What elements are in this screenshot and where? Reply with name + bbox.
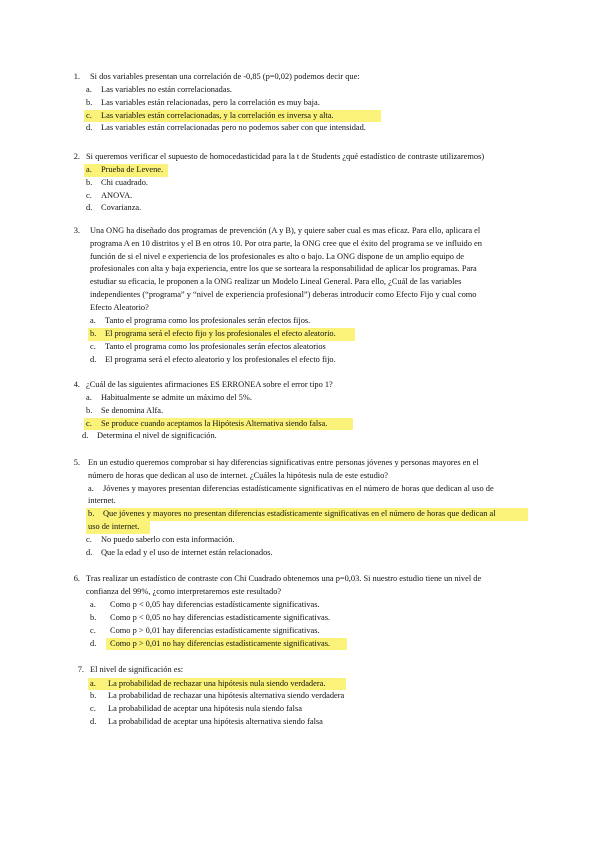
option-letter: c. [90,625,96,635]
option-text: Chi cuadrado. [101,177,148,187]
option-letter: b. [90,613,97,623]
question-2 [0,151,600,215]
option-text: La probabilidad de aceptar una hipótesis nula siendo falsa [108,704,302,714]
option-letter: c. [86,110,92,120]
option-d-correct [0,638,600,651]
option-b [0,97,600,110]
option-text-line: uso de internet. [88,521,140,531]
option-text: Como p < 0,05 no hay diferencias estadísticamente significativas. [110,613,331,623]
option-letter: d. [90,354,97,364]
option-letter: c. [86,534,92,544]
option-a-correct [0,164,600,177]
option-letter: a. [86,85,92,94]
option-letter: a. [86,165,92,174]
question-text-line: función de si el nivel e experiencia de los profesionales es alto o bajo. La ONG dispone de un amplio equipo de [90,251,464,261]
option-letter: a. [88,483,94,493]
option-d [0,547,600,560]
option-letter: a. [90,316,96,326]
question-number: 7. [77,665,84,674]
question-number: 3. [73,226,80,235]
option-c [0,190,600,203]
question-text-line: programa A en 10 distritos y el B en otros 10. Por otra parte, la ONG cree que el éxito del programa se ve influido en [90,238,482,248]
question-text-line: estudiar su eficacia, le proponen a la ONG realizar un Modelo Lineal General. Para ello, ¿Cuál de las variables [90,277,462,287]
question-number: 1. [73,72,80,81]
question-text: El nivel de significación es: [90,665,184,674]
question-number: 2. [73,152,80,161]
option-letter: d. [90,638,97,648]
option-a-correct [0,678,600,691]
option-text-line: No puedo saberlo con esta información. [101,534,235,544]
option-text: Las variables no están correlacionadas. [101,85,232,94]
question-text: Si queremos verificar el supuesto de homocedasticidad para la t de Students ¿qué estadístico de contraste utilizaremos) [86,152,485,161]
option-text: Tanto el programa como los profesionales serán efectos fijos. [105,316,311,326]
question-3 [0,225,600,366]
option-letter: d. [90,716,97,726]
option-text-line: internet. [88,496,116,506]
question-text-line: Una ONG ha diseñado dos programas de prevención (A y B), y quiere saber cual es mas eficaz. Para ello, aplicara el [90,226,481,235]
option-text-line: Que la edad y el uso de internet están relacionados. [101,547,273,557]
option-a [0,84,600,97]
option-c [0,703,600,716]
question-text-line: número de horas que dedican al uso de internet. ¿Cuáles la hipótesis nula de este estudio? [88,470,389,480]
option-a [0,483,600,496]
option-c-correct [0,418,600,431]
option-a-cont [0,495,600,508]
option-letter: c. [90,341,96,351]
option-d [0,354,600,367]
option-letter: a. [90,678,96,688]
option-c-correct [0,110,600,123]
option-letter: d. [82,431,89,441]
option-text: Como p > 0,01 no hay diferencias estadísticamente significativas. [110,638,331,648]
option-a [0,392,600,405]
option-text: ANOVA. [101,190,133,200]
option-text: Las variables están correlacionadas pero no podemos saber con que intensidad. [101,123,366,133]
option-text-line: Jóvenes y mayores presentan diferencias estadísticamente significativas en el número de horas que dedican al uso de [103,483,494,493]
option-text: El programa será el efecto fijo y los profesionales el efecto aleatorio. [105,329,336,339]
question-text-line: En un estudio queremos comprobar si hay diferencias significativas entre personas jóvenes y personas mayores en el [88,458,479,467]
question-text: Si dos variables presentan una correlación de -0,85 (p=0,02) podemos decir que: [90,72,360,81]
option-letter: c. [90,704,96,714]
option-text: Se denomina Alfa. [101,405,164,415]
option-text: Determina el nivel de significación. [97,431,217,441]
option-letter: d. [86,123,93,133]
option-letter: b. [90,691,97,701]
option-text: Las variables están correlacionadas, y la correlación es inversa y alta. [101,110,334,120]
option-text: Covarianza. [101,203,142,213]
question-7 [0,664,600,729]
question-text-line: profesionales con alta y baja experiencia, entre los que se sorteara la responsabilidad de aplicar los programas. Para [90,264,477,274]
option-letter: d. [86,547,93,557]
option-d [0,122,600,135]
option-text: Como p < 0,05 hay diferencias estadísticamente significativas. [110,600,320,610]
question-text-line: Tras realizar un estadístico de contraste con Chi Cuadrado obtenemos una p=0,03. Si nuestro estudio tiene un nivel de [86,574,482,583]
option-a [0,315,600,328]
option-text: La probabilidad de rechazar una hipótesis alternativa siendo verdadera [108,691,345,701]
option-text: Las variables están relacionadas, pero la correlación es muy baja. [101,97,320,107]
option-c [0,341,600,354]
question-number: 6. [73,574,80,583]
option-b-correct [0,508,600,521]
question-text-line: independientes (“programa” y “nivel de experiencia profesional”) deberas introducir como Efecto Fijo y cual como [90,289,477,299]
question-5 [0,457,600,559]
option-text: Tanto el programa como los profesionales serán efectos aleatorios [105,341,326,351]
question-1 [0,71,600,135]
question-text-line: Efecto Aleatorio? [90,302,149,312]
option-letter: b. [88,509,95,519]
question-text-line: confianza del 99%, ¿como interpretaremos este resultado? [86,586,282,596]
option-letter: b. [86,177,93,187]
question-number: 5. [73,458,80,467]
option-text: Prueba de Levene. [101,165,164,174]
option-letter: a. [86,393,92,402]
question-6 [0,573,600,650]
option-c [0,534,600,547]
option-letter: b. [90,329,97,339]
option-text: El programa será el efecto aleatorio y los profesionales el efecto fijo. [105,354,336,364]
question-4 [0,379,600,443]
question-number: 4. [73,380,80,389]
option-text: La probabilidad de rechazar una hipótesis nula siendo verdadera. [108,678,326,688]
option-b [0,177,600,190]
option-letter: a. [90,600,96,610]
option-letter: c. [86,418,92,428]
option-b [0,405,600,418]
option-a [0,599,600,612]
option-d [0,202,600,215]
option-d [0,716,600,729]
option-b-cont [0,521,600,534]
option-letter: b. [86,97,93,107]
option-letter: c. [86,190,92,200]
option-d [0,430,600,443]
option-b [0,612,600,625]
option-b-correct [0,328,600,341]
option-text: Como p > 0,01 hay diferencias estadísticamente significativas. [110,625,320,635]
option-text: Se produce cuando aceptamos la Hipótesis Alternativa siendo falsa. [101,418,328,428]
option-c [0,625,600,638]
option-letter: b. [86,405,93,415]
option-letter: d. [86,203,93,213]
option-text: Habitualmente se admite un máximo del 5%. [101,393,252,402]
option-text: La probabilidad de aceptar una hipótesis alternativa siendo falsa [108,716,323,726]
question-text: ¿Cuál de las siguientes afirmaciones ES ERRONEA sobre el error tipo 1? [86,380,333,389]
option-b [0,690,600,703]
option-text-line: Que jóvenes y mayores no presentan diferencias estadísticamente significativas en el número de horas que dedican al [103,509,496,519]
